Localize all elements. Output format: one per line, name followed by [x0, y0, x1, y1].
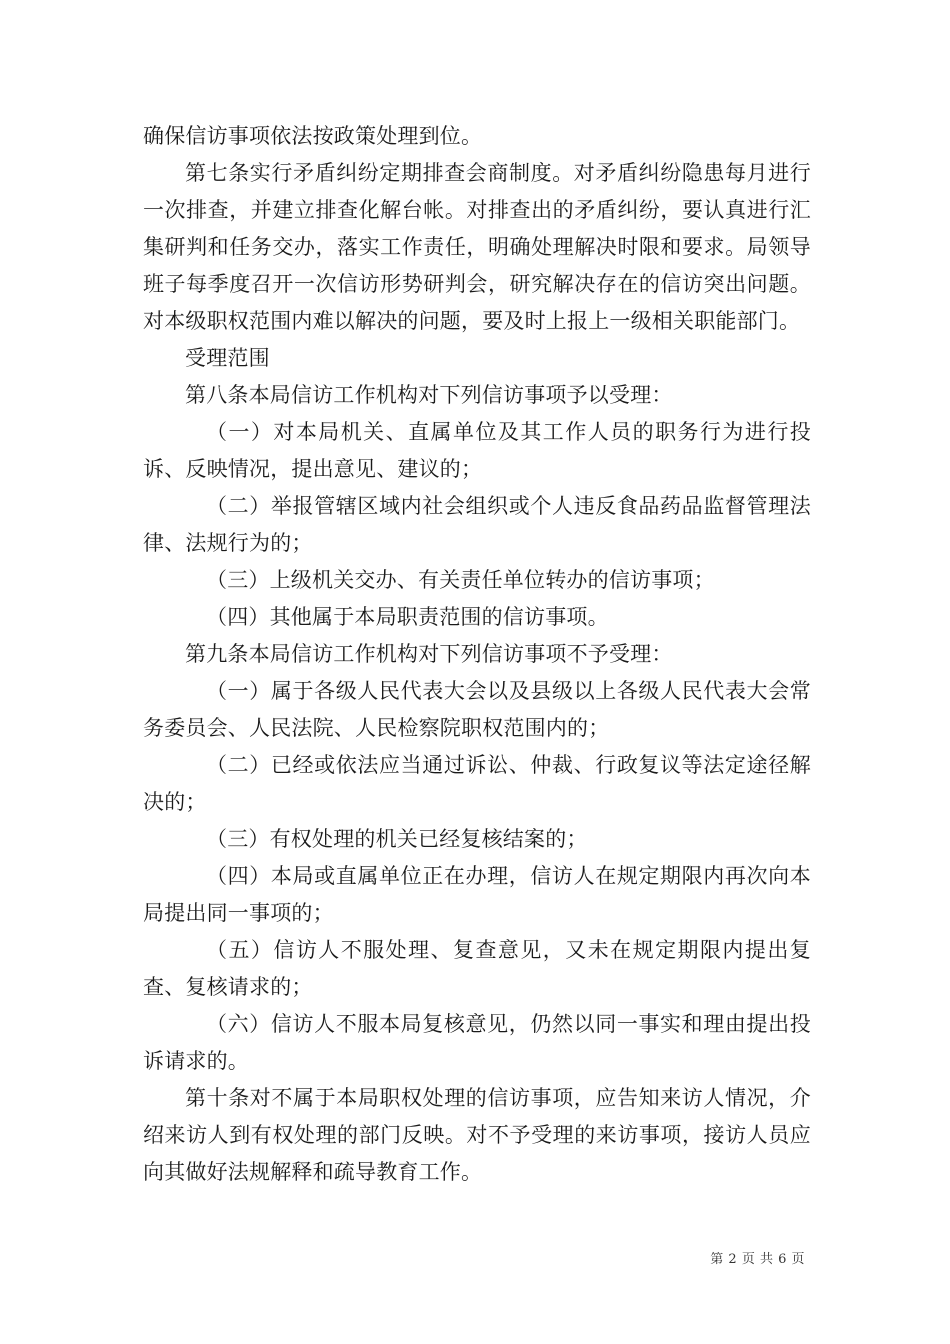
paragraph-article-10: 第十条对不属于本局职权处理的信访事项，应告知来访人情况，介绍来访人到有权处理的部门反映。对不予受理的来访事项，接访人员应向其做好法规解释和疏导教育工作。 [143, 1086, 811, 1184]
article-8-item-3: （三）上级机关交办、有关责任单位转办的信访事项； [206, 568, 715, 592]
article-9-item-6: （六）信访人不服本局复核意见，仍然以同一事实和理由提出投诉请求的。 [143, 1012, 811, 1073]
article-8-item-4: （四）其他属于本局职责范围的信访事项。 [206, 605, 609, 629]
article-9-item-1: （一）属于各级人民代表大会以及县级以上各级人民代表大会常务委员会、人民法院、人民检察院职权范围内的； [143, 679, 811, 740]
article-9-item-2: （二）已经或依法应当通过诉讼、仲裁、行政复议等法定途径解决的； [143, 753, 811, 814]
article-9-item-3: （三）有权处理的机关已经复核结案的； [206, 827, 588, 851]
page-number: 第 2 页 共 6 页 [710, 1252, 805, 1267]
paragraph-1: 确保信访事项依法按政策处理到位。 [143, 124, 483, 148]
article-9-item-5: （五）信访人不服处理、复查意见，又未在规定期限内提出复查、复核请求的； [143, 938, 811, 999]
article-8-item-2: （二）举报管辖区域内社会组织或个人违反食品药品监督管理法律、法规行为的； [143, 494, 811, 555]
document-body [143, 118, 811, 1191]
paragraph-article-9: 第九条本局信访工作机构对下列信访事项不予受理： [185, 642, 673, 666]
article-8-item-1: （一）对本局机关、直属单位及其工作人员的职务行为进行投诉、反映情况，提出意见、建议的； [143, 420, 811, 481]
paragraph-article-7: 第七条实行矛盾纠纷定期排查会商制度。对矛盾纠纷隐患每月进行一次排查，并建立排查化解台帐。对排查出的矛盾纠纷，要认真进行汇集研判和任务交办，落实工作责任，明确处理解决时限和要求。局领导班子每季度召开一次信访形势研判会，研究解决存在的信访突出问题。对本级职权范围内难以解决的问题，要及时上报上一级相关职能部门。 [143, 161, 811, 333]
article-9-item-4: （四）本局或直属单位正在办理，信访人在规定期限内再次向本局提出同一事项的； [143, 864, 811, 925]
section-heading-scope: 受理范围 [185, 346, 270, 370]
paragraph-article-8: 第八条本局信访工作机构对下列信访事项予以受理： [185, 383, 673, 407]
